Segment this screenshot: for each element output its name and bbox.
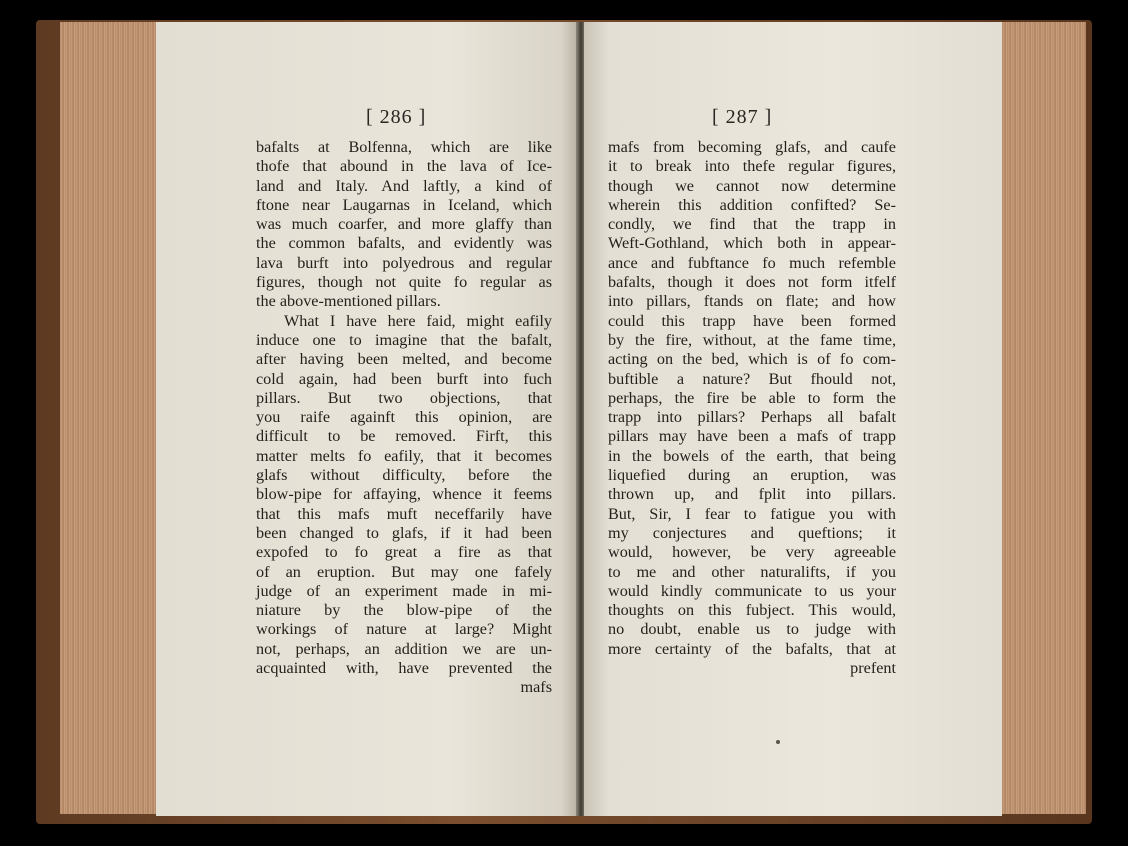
text-line: induce one to imagine that the bafalt, <box>256 330 552 349</box>
paper-speck <box>776 740 780 744</box>
text-line: judge of an experiment made in mi- <box>256 581 552 600</box>
text-line: would, however, be very agreeable <box>608 543 896 562</box>
text-line: niature by the blow-pipe of the <box>256 601 552 620</box>
text-line: liquefied during an eruption, was <box>608 466 896 485</box>
text-line: thrown up, and fplit into pillars. <box>608 485 896 504</box>
text-line: difficult to be removed. Firft, this <box>256 427 552 446</box>
text-line: pillars. But two objections, that <box>256 388 552 407</box>
catchword: mafs <box>520 678 552 697</box>
text-line: the common bafalts, and evidently was <box>256 234 552 253</box>
text-line: wherein this addition confifted? Se- <box>608 195 896 214</box>
text-line: perhaps, the fire be able to form the <box>608 388 896 407</box>
text-line: the above-mentioned pillars. <box>256 292 441 311</box>
text-line: though we cannot now determine <box>608 176 896 195</box>
text-line: that this mafs muft neceffarily have <box>256 504 552 523</box>
text-line: would kindly communicate to us your <box>608 581 896 600</box>
text-line: bafalts, though it does not form itfelf <box>608 273 896 292</box>
text-line: no doubt, enable us to judge with <box>608 620 896 639</box>
text-line: my conjectures and queftions; it <box>608 523 896 542</box>
text-line: could this trapp have been formed <box>608 311 896 330</box>
text-line: thofe that abound in the lava of Ice- <box>256 157 552 176</box>
text-line: cold again, had been burft into fuch <box>256 369 552 388</box>
text-line: ftone near Laugarnas in Iceland, which <box>256 195 552 214</box>
text-line: buftible a nature? But fhould not, <box>608 369 896 388</box>
text-line: condly, we find that the trapp in <box>608 215 896 234</box>
text-line: more certainty of the bafalts, that at <box>608 639 896 658</box>
text-line: bafalts at Bolfenna, which are like <box>256 138 552 156</box>
text-line: into pillars, ftands on flate; and how <box>608 292 896 311</box>
text-line: matter melts fo eafily, that it becomes <box>256 446 552 465</box>
text-line: lava burft into polyedrous and regular <box>256 253 552 272</box>
text-line: blow-pipe for affaying, whence it feems <box>256 485 552 504</box>
text-line: in the bowels of the earth, that being <box>608 446 896 465</box>
page-number: [ 286 ] <box>366 106 427 128</box>
text-line: land and Italy. And laftly, a kind of <box>256 176 552 195</box>
text-line: mafs from becoming glafs, and caufe <box>608 138 896 156</box>
text-line: by the fire, without, at the fame time, <box>608 330 896 349</box>
page-text <box>608 138 896 678</box>
text-line: Weft-Gothland, which both in appear- <box>608 234 896 253</box>
text-line: not, perhaps, an addition we are un- <box>256 639 552 658</box>
text-line: to me and other naturalifts, if you <box>608 562 896 581</box>
text-line: acting on the bed, which is of fo com- <box>608 350 896 369</box>
text-line: But, Sir, I fear to fatigue you with <box>608 504 896 523</box>
text-line: thoughts on this fubject. This would, <box>608 601 896 620</box>
text-line: workings of nature at large? Might <box>256 620 552 639</box>
text-line: of an eruption. But may one fafely <box>256 562 552 581</box>
catchword: prefent <box>850 659 896 678</box>
left-page <box>156 22 578 816</box>
left-page-edges <box>60 22 156 814</box>
text-line: trapp into pillars? Perhaps all bafalt <box>608 408 896 427</box>
text-line: ance and fubftance fo much refemble <box>608 253 896 272</box>
text-line: What I have here faid, might eafily <box>284 311 552 330</box>
text-line: acquainted with, have prevented the <box>256 659 552 678</box>
page-number: [ 287 ] <box>712 106 773 128</box>
right-page-edges <box>1002 22 1086 814</box>
text-line: glafs without difficulty, before the <box>256 466 552 485</box>
page-text <box>256 138 552 698</box>
text-line: figures, though not quite fo regular as <box>256 273 552 292</box>
text-line: after having been melted, and become <box>256 350 552 369</box>
text-line: been changed to glafs, if it had been <box>256 523 552 542</box>
text-line: it to break into thefe regular figures, <box>608 157 896 176</box>
text-line: you raife againft this opinion, are <box>256 408 552 427</box>
right-page <box>584 22 1002 816</box>
text-line: pillars may have been a mafs of trapp <box>608 427 896 446</box>
text-line: expofed to fo great a fire as that <box>256 543 552 562</box>
text-line: was much coarfer, and more glaffy than <box>256 215 552 234</box>
